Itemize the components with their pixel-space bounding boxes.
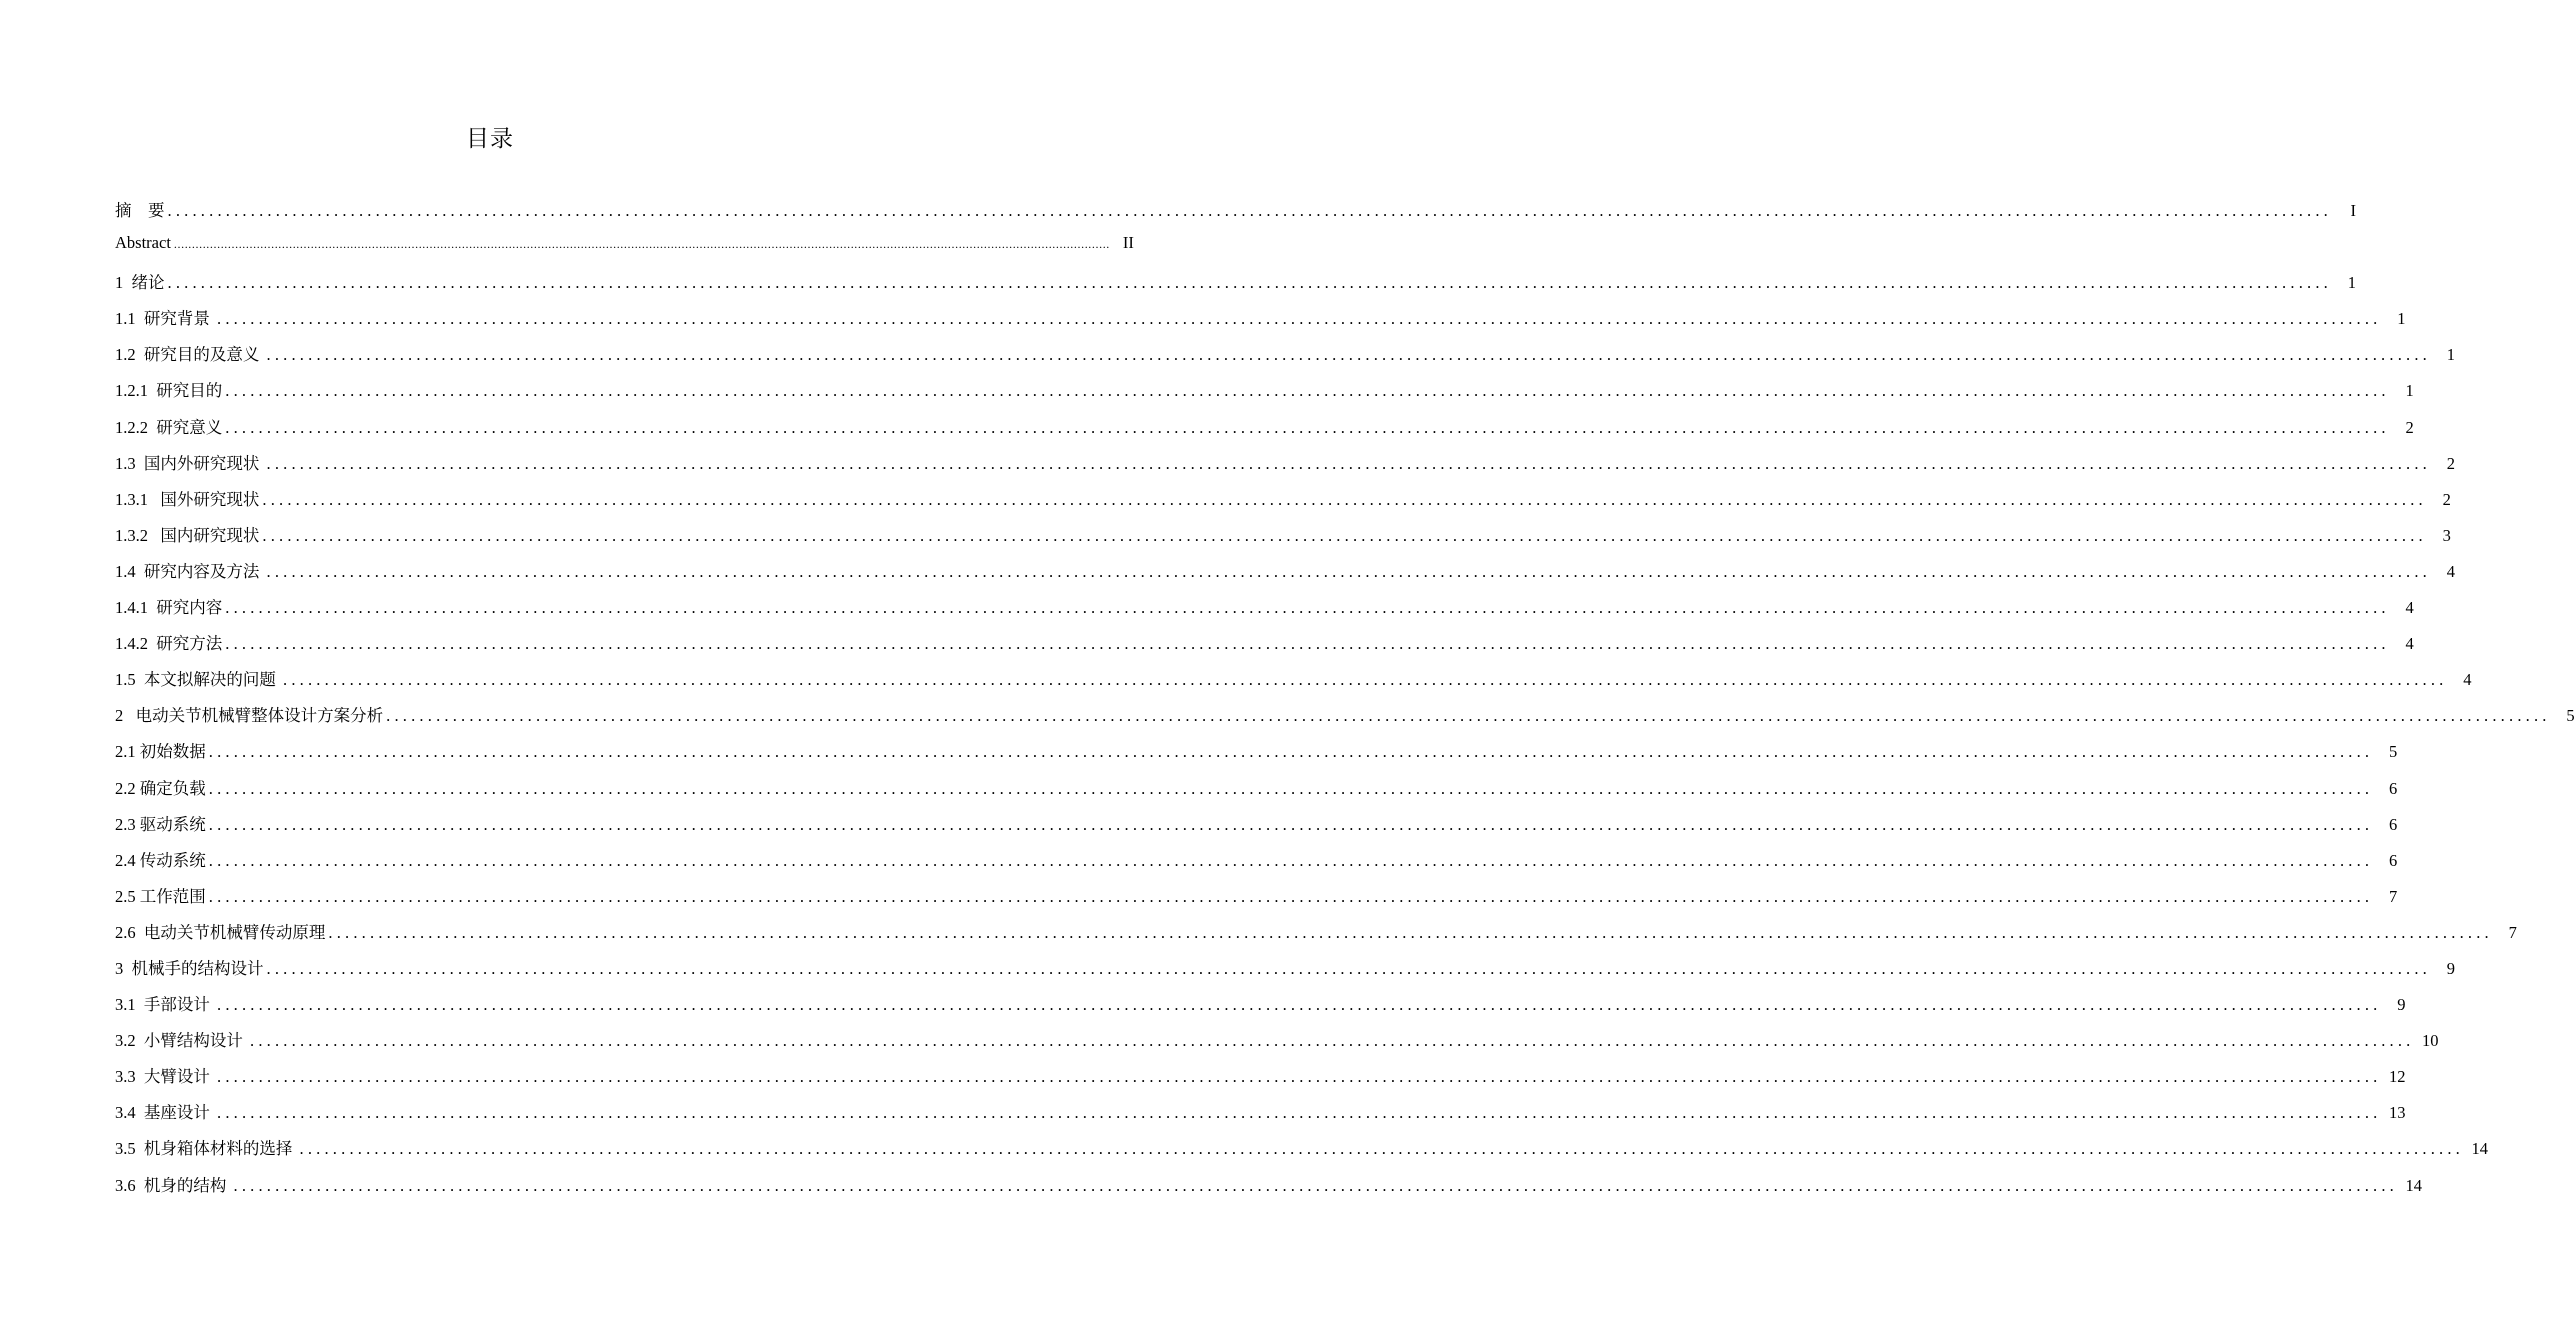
toc-entry-label: 2.1 初始数据 xyxy=(115,742,206,762)
toc-entry-label: Abstract xyxy=(115,233,171,253)
toc-entry[interactable] xyxy=(115,919,2517,955)
toc-entry-label: 摘 要 xyxy=(115,201,165,220)
toc-entry-page-number: 2 xyxy=(2405,417,2414,437)
toc-entry-page-number: 3 xyxy=(2442,525,2451,545)
toc-entry[interactable] xyxy=(115,847,2398,883)
toc-entry-page-number: 14 xyxy=(2471,1139,2488,1159)
toc-entry-page-number: 5 xyxy=(2389,742,2398,762)
toc-dot-leader: .................................................................................................................................................................................................................................................................... xyxy=(386,706,2551,726)
toc-dot-leader: .................................................................................................................................................................................................................................................................... xyxy=(173,237,1110,252)
toc-entry-page-number: 1 xyxy=(2405,381,2414,401)
toc-dot-leader: .................................................................................................................................................................................................................................................................... xyxy=(217,995,2382,1015)
toc-entry[interactable] xyxy=(115,558,2455,594)
toc-entry-page-number: II xyxy=(1122,233,1134,253)
toc-entry-label: 1.1 研究背景 xyxy=(115,309,214,329)
toc-entry[interactable] xyxy=(115,233,1134,269)
toc-entry[interactable] xyxy=(115,955,2455,991)
toc-entry-page-number: 4 xyxy=(2405,634,2414,654)
toc-entry-page-number: 2 xyxy=(2446,453,2455,473)
toc-entry-page-number: 6 xyxy=(2389,814,2398,834)
toc-entry-label: 1.3.1 国外研究现状 xyxy=(115,489,260,509)
toc-entry-page-number: 7 xyxy=(2508,922,2517,942)
toc-dot-leader: .................................................................................................................................................................................................................................................................... xyxy=(225,381,2390,401)
toc-dot-leader: .................................................................................................................................................................................................................................................................... xyxy=(262,489,2427,509)
toc-entry-label: 1.4.2 研究方法 xyxy=(115,634,223,654)
toc-entry[interactable] xyxy=(115,775,2398,811)
toc-entry-page-number: 4 xyxy=(2405,598,2414,618)
toc-entry-page-number: 2 xyxy=(2442,489,2451,509)
toc-entry[interactable] xyxy=(115,1027,2439,1063)
toc-entry-label: 1.4.1 研究内容 xyxy=(115,598,223,618)
toc-dot-leader: .................................................................................................................................................................................................................................................................... xyxy=(217,1067,2382,1087)
toc-dot-leader: .................................................................................................................................................................................................................................................................... xyxy=(283,670,2448,690)
toc-entry[interactable] xyxy=(115,811,2398,847)
toc-entry[interactable] xyxy=(115,738,2398,774)
toc-entry[interactable] xyxy=(115,991,2406,1027)
toc-entry[interactable] xyxy=(115,377,2414,413)
toc-entry-label: 2 电动关节机械臂整体设计方案分析 xyxy=(115,706,384,726)
toc-entry-label: 2.4 传动系统 xyxy=(115,850,206,870)
toc-dot-leader: .................................................................................................................................................................................................................................................................... xyxy=(208,742,2374,762)
toc-entry-label: 1.5 本文拟解决的问题 xyxy=(115,670,280,690)
toc-entry-label: 1.3.2 国内研究现状 xyxy=(115,525,260,545)
toc-entry-page-number: 13 xyxy=(2389,1103,2406,1123)
toc-entry[interactable] xyxy=(115,883,2398,919)
toc-entry-page-number: 14 xyxy=(2405,1175,2422,1195)
toc-dot-leader: .................................................................................................................................................................................................................................................................... xyxy=(266,958,2431,978)
toc-entry[interactable] xyxy=(115,1063,2406,1099)
toc-entry-page-number: 6 xyxy=(2389,850,2398,870)
page-title: 目录 xyxy=(466,126,514,152)
toc-entry[interactable] xyxy=(115,1135,2488,1171)
toc-dot-leader: .................................................................................................................................................................................................................................................................... xyxy=(208,778,2374,798)
toc-entry-page-number: 4 xyxy=(2463,670,2472,690)
toc-entry[interactable] xyxy=(115,702,2575,738)
toc-entry[interactable] xyxy=(115,414,2414,450)
toc-entry[interactable] xyxy=(115,197,2356,233)
toc-entry-label: 2.2 确定负载 xyxy=(115,778,206,798)
toc-entry-label: 1.2.1 研究目的 xyxy=(115,381,223,401)
toc-entry[interactable] xyxy=(115,341,2455,377)
toc-entry[interactable] xyxy=(115,486,2451,522)
toc-dot-leader: .................................................................................................................................................................................................................................................................... xyxy=(208,850,2374,870)
toc-dot-leader: .................................................................................................................................................................................................................................................................... xyxy=(266,345,2431,365)
toc-entry-label: 3.2 小臂结构设计 xyxy=(115,1031,247,1051)
toc-dot-leader: .................................................................................................................................................................................................................................................................... xyxy=(299,1139,2464,1159)
toc-dot-leader: .................................................................................................................................................................................................................................................................... xyxy=(217,309,2382,329)
toc-entry-label: 3.6 机身的结构 xyxy=(115,1175,231,1195)
toc-dot-leader: .................................................................................................................................................................................................................................................................... xyxy=(233,1175,2398,1195)
toc-entry-page-number: 9 xyxy=(2397,995,2406,1015)
toc-entry-label: 3.1 手部设计 xyxy=(115,995,214,1015)
toc-entry[interactable] xyxy=(115,450,2455,486)
toc-entry-label: 1.2 研究目的及意义 xyxy=(115,345,264,365)
toc-entry[interactable] xyxy=(115,1099,2406,1135)
toc-entry[interactable] xyxy=(115,269,2356,305)
table-of-contents xyxy=(115,197,2575,1208)
toc-entry-label: 1.2.2 研究意义 xyxy=(115,417,223,437)
toc-entry-page-number: 1 xyxy=(2397,309,2406,329)
toc-entry-page-number: 7 xyxy=(2389,886,2398,906)
toc-entry-page-number: I xyxy=(2350,201,2356,220)
toc-entry-label: 1 绪论 xyxy=(115,273,165,293)
toc-dot-leader: .................................................................................................................................................................................................................................................................... xyxy=(328,922,2493,942)
toc-dot-leader: .................................................................................................................................................................................................................................................................... xyxy=(217,1103,2382,1123)
toc-entry-label: 3.5 机身箱体材料的选择 xyxy=(115,1139,297,1159)
toc-entry-page-number: 4 xyxy=(2446,561,2455,581)
toc-dot-leader: .................................................................................................................................................................................................................................................................... xyxy=(266,453,2431,473)
toc-entry[interactable] xyxy=(115,522,2451,558)
toc-entry-page-number: 10 xyxy=(2422,1031,2439,1051)
toc-entry-page-number: 5 xyxy=(2566,706,2575,726)
toc-dot-leader: .................................................................................................................................................................................................................................................................... xyxy=(225,417,2390,437)
toc-entry-label: 3.3 大臂设计 xyxy=(115,1067,214,1087)
toc-entry-page-number: 6 xyxy=(2389,778,2398,798)
toc-dot-leader: .................................................................................................................................................................................................................................................................... xyxy=(208,814,2374,834)
toc-entry-page-number: 1 xyxy=(2446,345,2455,365)
toc-dot-leader: .................................................................................................................................................................................................................................................................... xyxy=(266,561,2431,581)
toc-entry[interactable] xyxy=(115,305,2406,341)
toc-entry-label: 3.4 基座设计 xyxy=(115,1103,214,1123)
toc-entry-label: 2.3 驱动系统 xyxy=(115,814,206,834)
toc-dot-leader: .................................................................................................................................................................................................................................................................... xyxy=(167,201,2332,220)
toc-dot-leader: .................................................................................................................................................................................................................................................................... xyxy=(225,634,2390,654)
toc-entry-label: 2.5 工作范围 xyxy=(115,886,206,906)
toc-entry[interactable] xyxy=(115,630,2414,666)
toc-dot-leader: .................................................................................................................................................................................................................................................................... xyxy=(262,525,2427,545)
toc-entry-page-number: 1 xyxy=(2347,273,2356,293)
toc-dot-leader: .................................................................................................................................................................................................................................................................... xyxy=(167,273,2332,293)
toc-entry[interactable] xyxy=(115,666,2472,702)
toc-dot-leader: .................................................................................................................................................................................................................................................................... xyxy=(225,598,2390,618)
toc-entry[interactable] xyxy=(115,1172,2422,1208)
toc-entry-page-number: 12 xyxy=(2389,1067,2406,1087)
toc-entry-label: 1.4 研究内容及方法 xyxy=(115,561,264,581)
toc-entry-page-number: 9 xyxy=(2446,958,2455,978)
toc-dot-leader: .................................................................................................................................................................................................................................................................... xyxy=(250,1031,2415,1051)
toc-entry-label: 2.6 电动关节机械臂传动原理 xyxy=(115,922,326,942)
toc-entry-label: 3 机械手的结构设计 xyxy=(115,958,264,978)
toc-entry-label: 1.3 国内外研究现状 xyxy=(115,453,264,473)
toc-dot-leader: .................................................................................................................................................................................................................................................................... xyxy=(208,886,2374,906)
toc-entry[interactable] xyxy=(115,594,2414,630)
